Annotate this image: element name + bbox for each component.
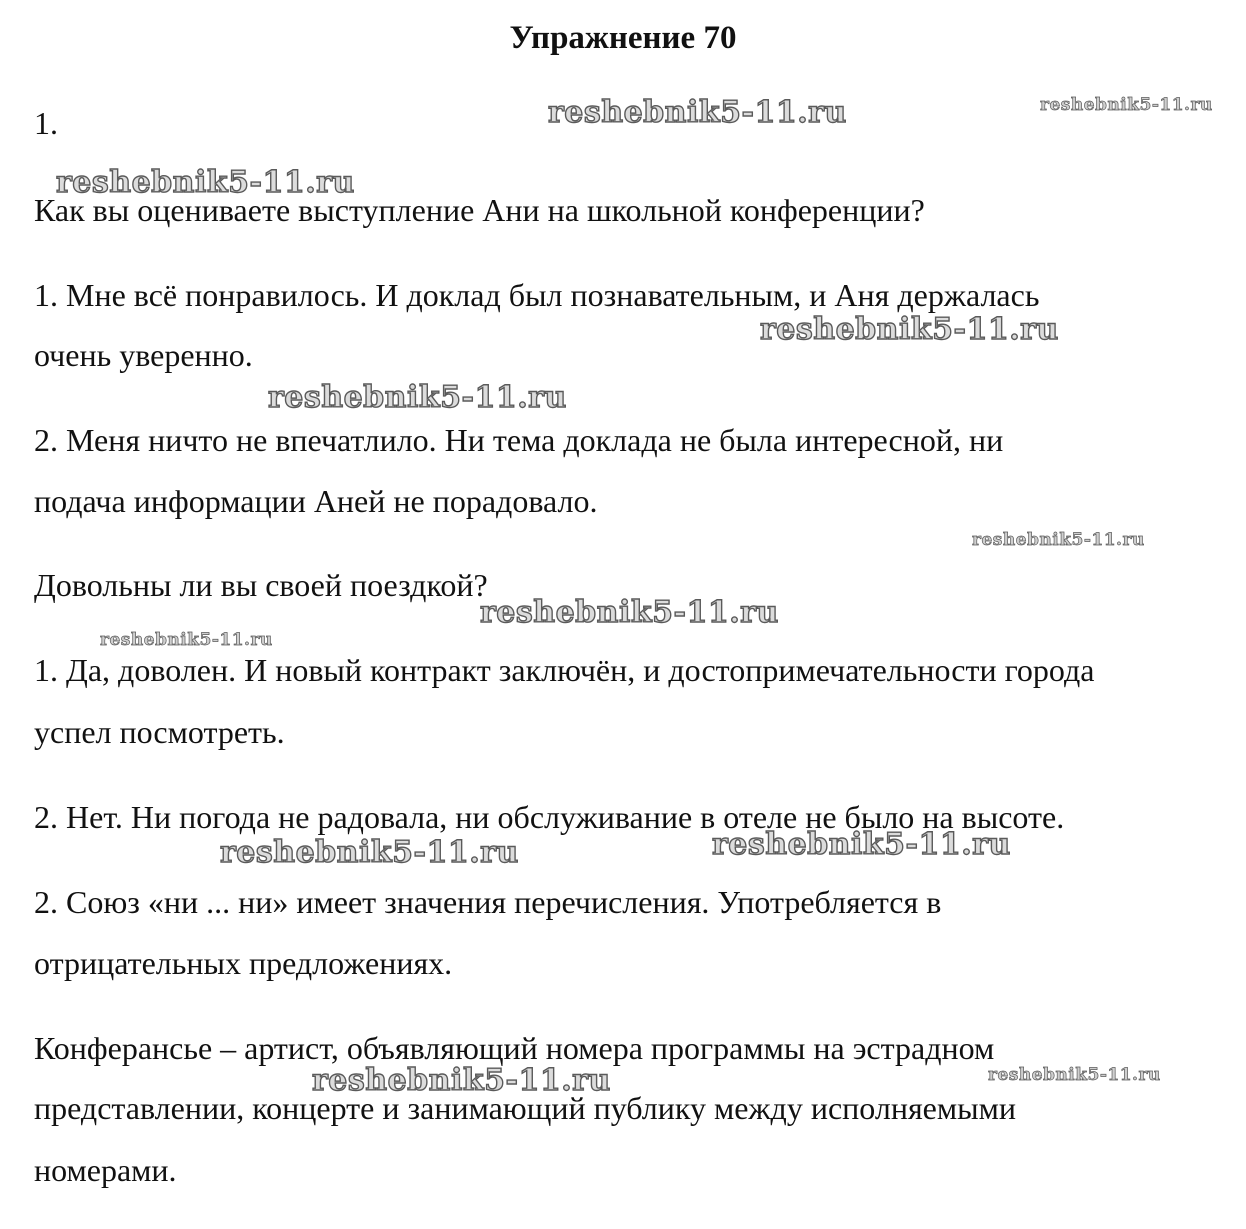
definition-line-2: представлении, концерте и занимающий публику между исполняемыми xyxy=(34,1090,1016,1126)
watermark: reshebnik5-11.ru xyxy=(100,630,273,650)
watermark: reshebnik5-11.ru xyxy=(312,1063,611,1098)
watermark: reshebnik5-11.ru xyxy=(972,530,1145,550)
answer-1-2-line-2: подача информации Аней не порадовало. xyxy=(34,483,598,519)
question-2: Довольны ли вы своей поездкой? xyxy=(34,567,488,603)
watermark: reshebnik5-11.ru xyxy=(1040,95,1213,115)
item-2-line-1: 2. Союз «ни ... ни» имеет значения перечисления. Употребляется в xyxy=(34,884,942,920)
exercise-title: Упражнение 70 xyxy=(509,20,737,56)
answer-2-1-line-1: 1. Да, доволен. И новый контракт заключён, и достопримечательности города xyxy=(34,652,1095,688)
watermark: reshebnik5-11.ru xyxy=(760,312,1059,347)
watermark: reshebnik5-11.ru xyxy=(480,595,779,630)
question-1: Как вы оцениваете выступление Ани на школьной конференции? xyxy=(34,192,925,228)
watermark: reshebnik5-11.ru xyxy=(220,835,519,870)
watermark: reshebnik5-11.ru xyxy=(548,95,847,130)
watermark: reshebnik5-11.ru xyxy=(712,827,1011,862)
definition-line-1: Конферансье – артист, объявляющий номера программы на эстрадном xyxy=(34,1030,995,1066)
watermark: reshebnik5-11.ru xyxy=(268,380,567,415)
watermark: reshebnik5-11.ru xyxy=(56,165,355,200)
definition-line-3: номерами. xyxy=(34,1152,177,1188)
answer-1-2-line-1: 2. Меня ничто не впечатлило. Ни тема доклада не была интересной, ни xyxy=(34,422,1004,458)
item-2-line-2: отрицательных предложениях. xyxy=(34,945,453,981)
answer-1-1-line-1: 1. Мне всё понравилось. И доклад был познавательным, и Аня держалась xyxy=(34,277,1040,313)
answer-1-1-line-2: очень уверенно. xyxy=(34,337,253,373)
item-number-1: 1. xyxy=(34,105,58,141)
answer-2-2: 2. Нет. Ни погода не радовала, ни обслуживание в отеле не было на высоте. xyxy=(34,799,1065,835)
watermark: reshebnik5-11.ru xyxy=(988,1065,1161,1085)
answer-2-1-line-2: успел посмотреть. xyxy=(34,714,285,750)
